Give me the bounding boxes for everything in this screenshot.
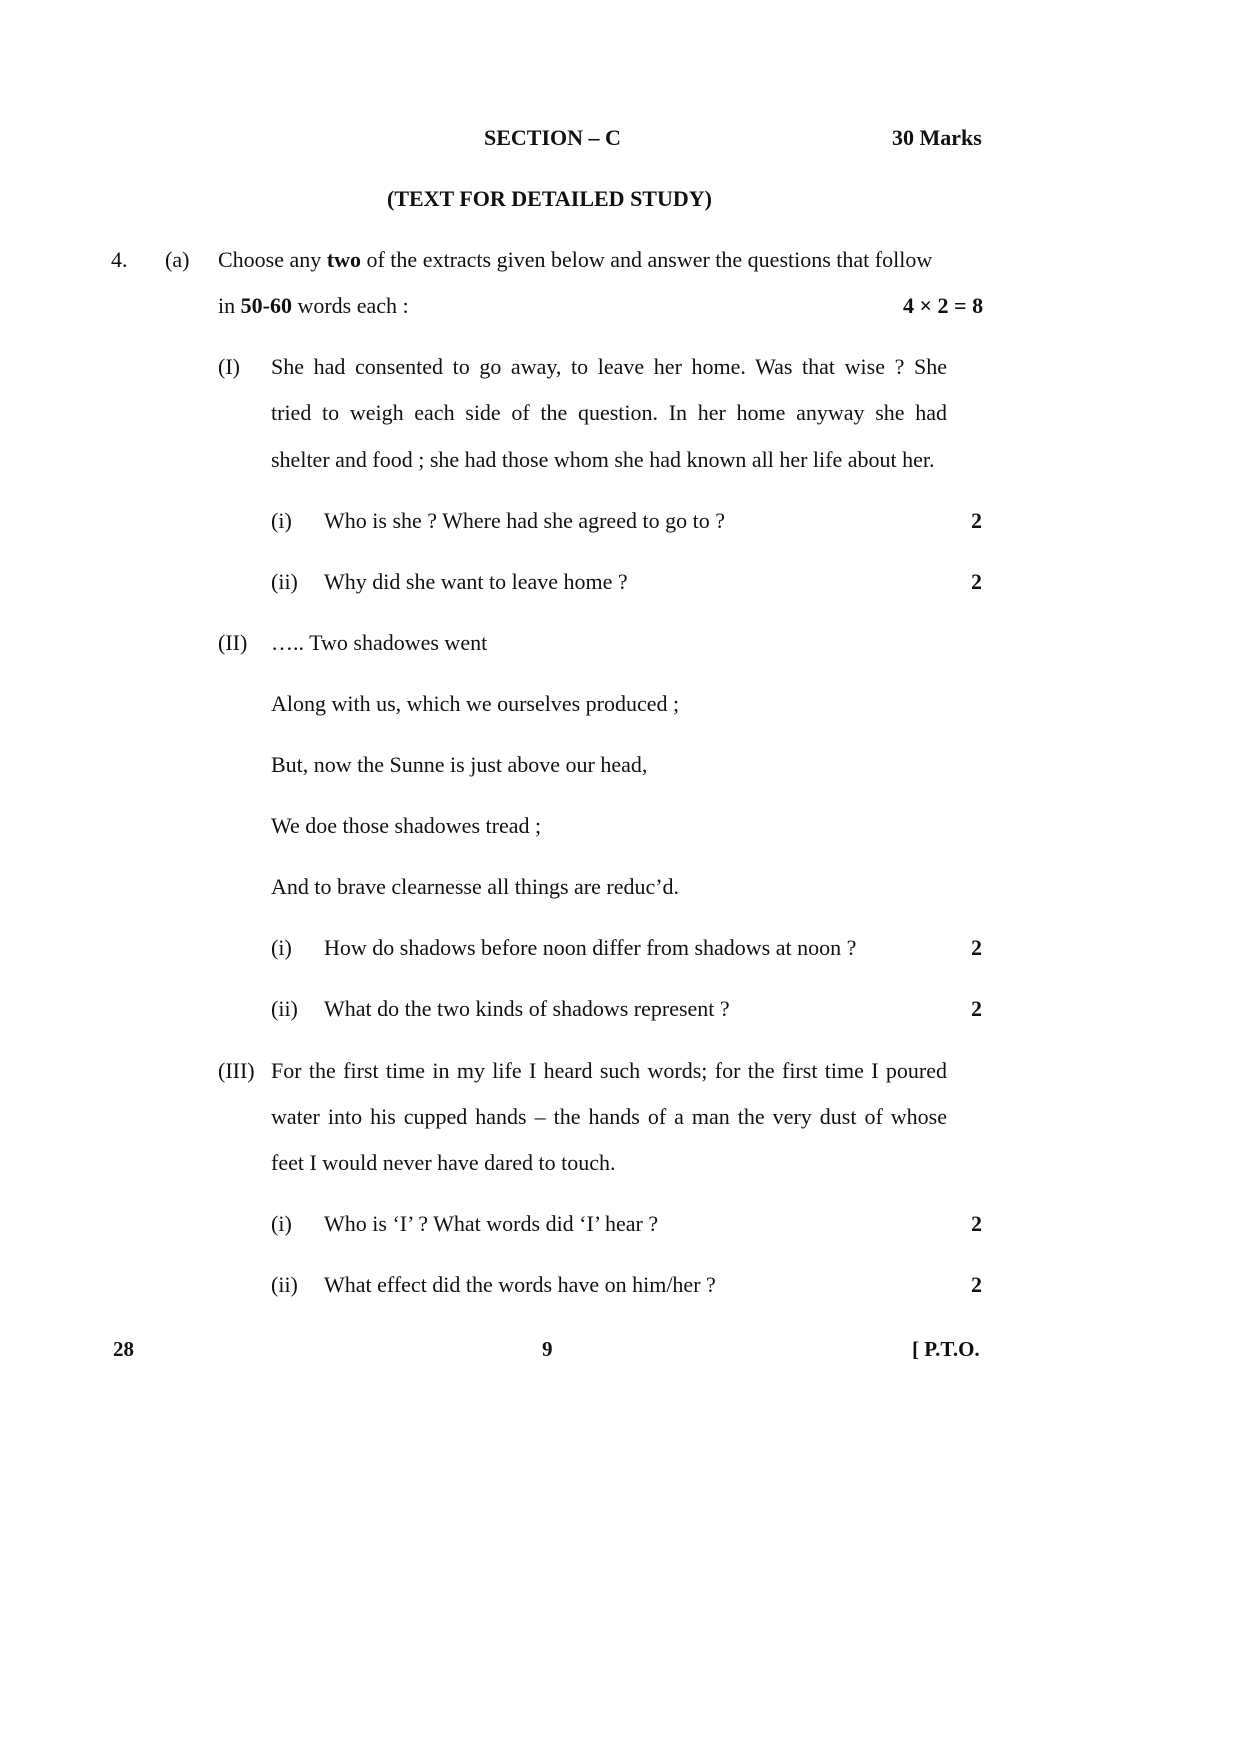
extract-label-1: (I) (218, 354, 240, 379)
question-number: 4. (111, 247, 128, 272)
subquestion-label: (i) (271, 508, 292, 533)
subquestion-text: What effect did the words have on him/her ? (324, 1272, 716, 1297)
subquestion-text: Why did she want to leave home ? (324, 569, 628, 594)
extract-label-3: (III) (218, 1058, 255, 1083)
extract-2-line-3: But, now the Sunne is just above our head, (271, 752, 648, 777)
extract-1-line-2: tried to weigh each side of the question. In her home anyway she had (271, 400, 947, 425)
subquestion-text: Who is ‘I’ ? What words did ‘I’ hear ? (324, 1211, 659, 1236)
extract-1-line-1: She had consented to go away, to leave her home. Was that wise ? She (271, 354, 947, 379)
footer-pto: [ P.T.O. (912, 1337, 980, 1361)
extract-2-line-1: ….. Two shadowes went (271, 630, 488, 655)
subquestion-text: How do shadows before noon differ from shadows at noon ? (324, 935, 857, 960)
footer-page-number: 9 (542, 1337, 553, 1361)
question-part: (a) (165, 247, 190, 272)
subquestion-marks: 2 (971, 996, 982, 1021)
extract-2-line-5: And to brave clearnesse all things are reduc’d. (271, 874, 680, 899)
subquestion-marks: 2 (971, 1211, 982, 1236)
extract-3-line-2: water into his cupped hands – the hands of a man the very dust of whose (271, 1104, 947, 1129)
subquestion-label: (i) (271, 935, 292, 960)
subquestion-text: Who is she ? Where had she agreed to go to ? (324, 508, 725, 533)
extract-label-2: (II) (218, 630, 248, 655)
instruction-emphasis-two: two (326, 247, 361, 272)
instruction-emphasis-words: 50-60 (240, 293, 292, 318)
instruction-marks: 4 × 2 = 8 (903, 293, 984, 318)
extract-3-line-1: For the first time in my life I heard such words; for the first time I poured (271, 1058, 947, 1083)
section-marks: 30 Marks (892, 125, 982, 150)
subquestion-marks: 2 (971, 935, 982, 960)
extract-2-line-4: We doe those shadowes tread ; (271, 813, 542, 838)
footer-code: 28 (113, 1337, 134, 1361)
section-subtitle: (TEXT FOR DETAILED STUDY) (387, 186, 712, 211)
subquestion-label: (ii) (271, 569, 298, 594)
section-title: SECTION – C (484, 125, 621, 150)
subquestion-label: (ii) (271, 1272, 298, 1297)
extract-3-line-3: feet I would never have dared to touch. (271, 1150, 616, 1175)
instruction-line-1: Choose any two of the extracts given below and answer the questions that follow (218, 247, 933, 272)
instruction-line-2: in 50-60 words each : (218, 293, 409, 318)
subquestion-text: What do the two kinds of shadows represent ? (324, 996, 730, 1021)
extract-2-line-2: Along with us, which we ourselves produced ; (271, 691, 680, 716)
subquestion-label: (i) (271, 1211, 292, 1236)
subquestion-marks: 2 (971, 508, 982, 533)
subquestion-marks: 2 (971, 569, 982, 594)
subquestion-label: (ii) (271, 996, 298, 1021)
extract-1-line-3: shelter and food ; she had those whom she had known all her life about her. (271, 447, 935, 472)
subquestion-marks: 2 (971, 1272, 982, 1297)
